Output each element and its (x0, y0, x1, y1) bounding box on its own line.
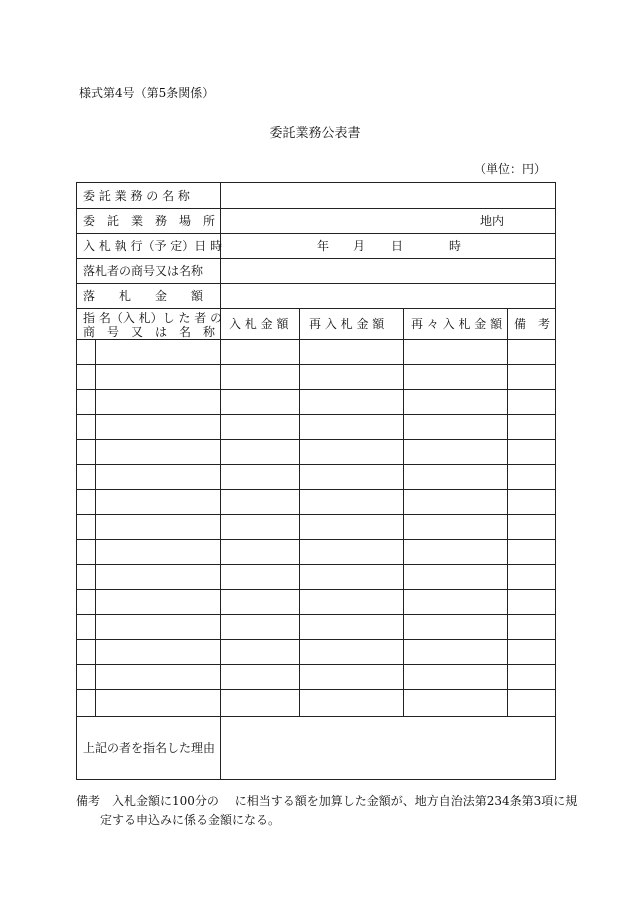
row-divider (77, 208, 555, 209)
unit-label: （単位：円） (474, 162, 547, 176)
datetime-year: 年 (317, 239, 330, 253)
row-label-winner: 落札者の商号又は名称 (83, 264, 204, 278)
form-number: 様式第4号（第5条関係） (79, 86, 215, 100)
note-line1: 備考 入札金額に100分の に相当する額を加算した金額が、地方自治法第234条第3項に規 (76, 794, 578, 808)
row-divider (77, 233, 555, 234)
datetime-month: 月 (353, 239, 366, 253)
bid-row-divider (77, 464, 555, 465)
bid-row-divider (77, 716, 555, 717)
bid-row-divider (77, 414, 555, 415)
bid-row-divider (77, 639, 555, 640)
form-table (76, 182, 556, 780)
col-header-bid: 入 札 金 額 (229, 317, 289, 331)
note-line2: 定する申込みに係る金額になる。 (100, 813, 281, 827)
row-label-amount: 落 札 金 額 (83, 289, 204, 303)
rerebid-column-divider (507, 308, 508, 716)
document-title: 委託業務公表書 (269, 126, 361, 141)
col-header-remarks: 備 考 (514, 317, 551, 331)
row-divider (77, 283, 555, 284)
rebid-column-divider (403, 308, 404, 716)
datetime-day: 日 (391, 239, 404, 253)
reason-label: 上記の者を指名した理由 (83, 741, 216, 755)
bid-row-divider (77, 589, 555, 590)
bid-row-divider (77, 664, 555, 665)
bid-row-divider (77, 614, 555, 615)
bid-row-divider (77, 364, 555, 365)
label-column-divider (220, 183, 221, 779)
number-column-divider (95, 339, 96, 716)
place-suffix: 地内 (480, 214, 505, 228)
bid-row-divider (77, 689, 555, 690)
row-label-datetime: 入 札 執 行（予 定）日 時 (83, 239, 223, 253)
nominee-label-line2: 商 号 又 は 名 称 (83, 325, 216, 339)
header-bottom-divider (77, 339, 555, 340)
bid-row-divider (77, 439, 555, 440)
bid-row-divider (77, 489, 555, 490)
bid-row-divider (77, 539, 555, 540)
row-label-business-place: 委 託 業 務 場 所 (83, 214, 216, 228)
row-divider (77, 258, 555, 259)
bid-row-divider (77, 514, 555, 515)
row-divider (77, 308, 555, 309)
bid-row-divider (77, 564, 555, 565)
nominee-label-line1: 指 名（入 札）し た 者 の (83, 311, 223, 325)
bid-row-divider (77, 389, 555, 390)
row-label-business-name: 委 託 業 務 の 名 称 (83, 189, 190, 203)
col-header-rebid: 再 入 札 金 額 (309, 317, 385, 331)
col-header-rerebid: 再 々 入 札 金 額 (411, 317, 503, 331)
bid-column-divider (299, 308, 300, 716)
datetime-hour: 時 (449, 239, 462, 253)
